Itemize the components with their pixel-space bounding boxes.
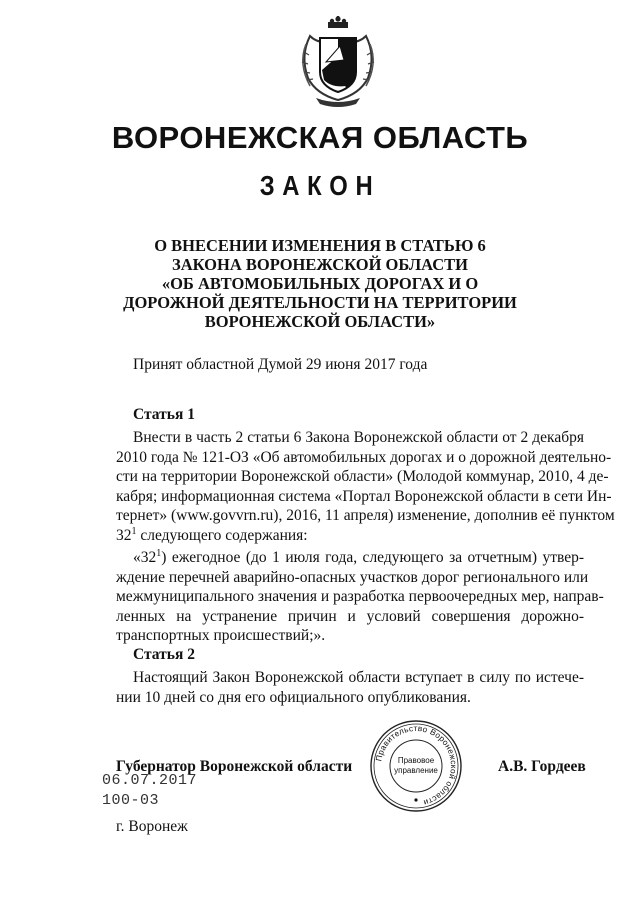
adoption-note: Принят областной Думой 29 июня 2017 года — [133, 356, 428, 373]
inserted-point-text — [116, 547, 604, 646]
paragraph-line: транспортных происшествий;». — [116, 627, 326, 644]
paragraph-line: кабря; информационная система «Портал Воронежской области в сети Ин- — [116, 487, 612, 505]
region-title: ВОРОНЕЖСКАЯ ОБЛАСТЬ — [111, 120, 529, 155]
paragraph-line: ждение перечней аварийно-опасных участков дорог регионального или — [116, 568, 589, 586]
seal-center-line: управление — [394, 766, 438, 775]
article-1-text — [116, 428, 615, 545]
law-title-line: ЗАКОНА ВОРОНЕЖСКОЙ ОБЛАСТИ — [171, 255, 469, 274]
point-superscript: 1 — [156, 547, 162, 559]
city-name: г. Воронеж — [116, 818, 188, 835]
paragraph-line: Внести в часть 2 статьи 6 Закона Воронежской области от 2 декабря — [133, 429, 584, 446]
law-title — [100, 236, 540, 331]
paragraph-line — [116, 526, 584, 546]
governor-name: А.В. Гордеев — [498, 758, 586, 775]
paragraph-line: 2010 года № 121-ОЗ «Об автомобильных дорогах и о дорожной деятельно- — [116, 448, 612, 466]
coat-of-arms-emblem — [296, 16, 380, 108]
point-number: 32 — [116, 526, 132, 544]
seal-ring-text: Правительство Воронежской области — [374, 723, 459, 808]
article-2-text — [116, 668, 584, 707]
document-type-title: ЗАКОН — [259, 170, 381, 201]
paragraph-line: тернет» (www.govvrn.ru), 2016, 11 апреля) изменение, дополнив её пунктом — [116, 507, 615, 524]
point-superscript: 1 — [131, 525, 137, 537]
law-title-line: ВОРОНЕЖСКОЙ ОБЛАСТИ» — [204, 312, 436, 331]
law-title-line: ДОРОЖНОЙ ДЕЯТЕЛЬНОСТИ НА ТЕРРИТОРИИ — [123, 293, 517, 312]
paragraph-line — [116, 548, 584, 568]
paragraph-line: нии 10 дней со дня его официального опубликования. — [116, 688, 471, 706]
seal-center-line: Правовое — [397, 756, 435, 765]
registration-date: 06.07.2017 — [102, 772, 198, 789]
paragraph-line: Настоящий Закон Воронежской области вступает в силу по истече- — [133, 669, 584, 686]
article-1-heading: Статья 1 — [133, 406, 195, 423]
official-seal-stamp — [368, 718, 464, 814]
paragraph-line: межмуниципального значения и разработка первоочередных мер, направ- — [116, 588, 604, 605]
paragraph-text: следующего содержания: — [136, 526, 308, 544]
article-2-heading: Статья 2 — [133, 646, 195, 663]
law-title-line: «ОБ АВТОМОБИЛЬНЫХ ДОРОГАХ И О — [161, 274, 479, 293]
governor-title: Губернатор Воронежской области — [116, 758, 353, 775]
registration-number: 100-03 — [102, 792, 160, 809]
paragraph-text: ) ежегодное (до 1 июля года, следующего за отчетным) утвер- — [161, 549, 584, 566]
paragraph-line: ленных на устранение причин и условий совершения дорожно- — [116, 607, 584, 625]
law-title-line: О ВНЕСЕНИИ ИЗМЕНЕНИЯ В СТАТЬЮ 6 — [154, 236, 486, 255]
paragraph-line: сти на территории Воронежской области» (Молодой коммунар, 2010, 4 де- — [116, 468, 609, 485]
point-number: «32 — [133, 549, 157, 566]
